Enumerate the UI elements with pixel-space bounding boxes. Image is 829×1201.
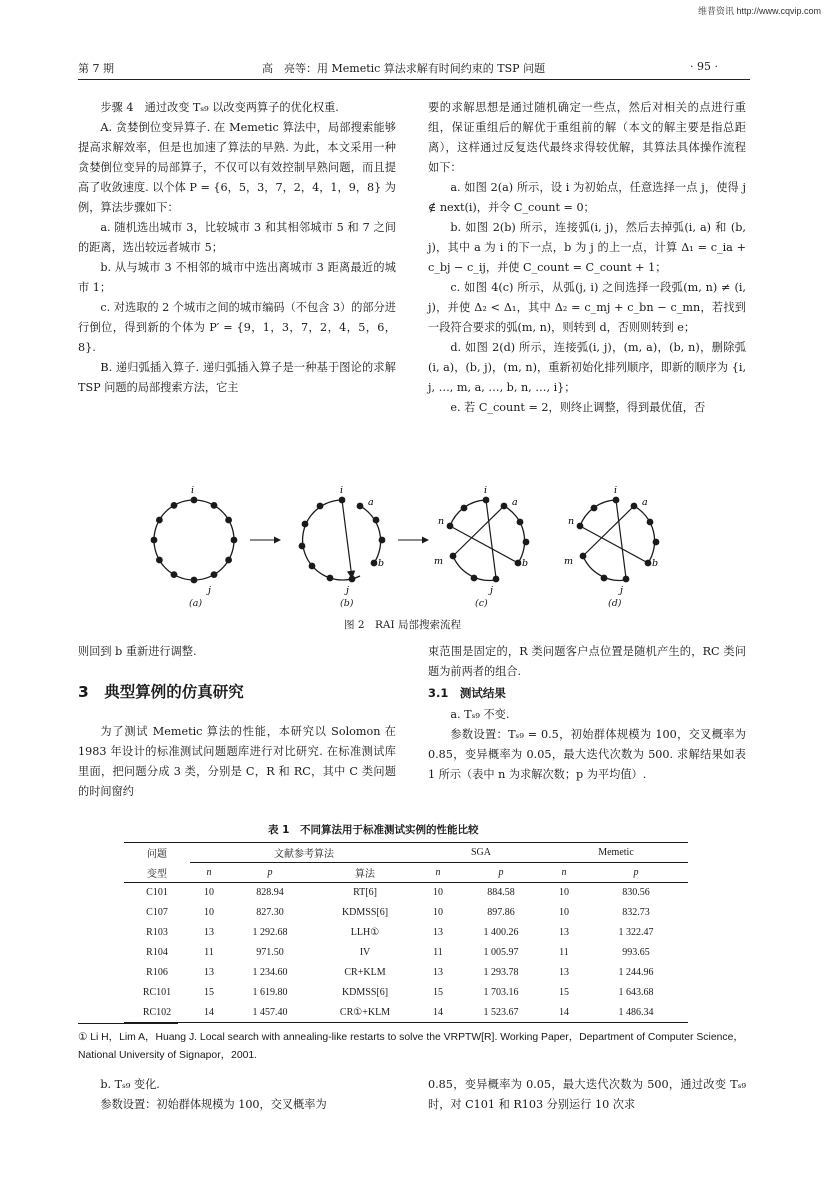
- step-a-paragraph: a. 随机选出城市 3，比较城市 3 和其相邻城市 5 和 7 之间的距离，选出较远者城市 5；: [78, 221, 396, 254]
- table-cell: 1 486.34: [618, 1006, 654, 1018]
- table-cell: C107: [146, 907, 168, 918]
- label-j: j: [490, 585, 493, 596]
- label-i: i: [340, 485, 344, 496]
- table-cell: CR+KLM: [344, 967, 386, 978]
- label-j: j: [208, 585, 211, 596]
- table-cell: KDMSS[6]: [341, 907, 389, 918]
- solomon-paragraph: 为了测试 Memetic 算法的性能，本研究以 Solomon 在 1983 年设计的标准测试问题题库进行对比研究. 在标准测试库里面，把问题分成 3 类，分别是 C，R 和 RC，其中 C 类问题的时间窗约: [78, 725, 396, 798]
- params-paragraph-2: 参数设置：初始群体规模为 100，交叉概率为: [100, 1098, 327, 1111]
- table-cell: 993.65: [622, 947, 650, 958]
- rai-step-c: c. 如图 4(c) 所示，从弧(j, i) 之间选择一段弧(m, n) ≠ (i, j)，并使 Δ₂ < Δ₁，其中 Δ₂ = c_mj + c_bn − c_mn，若找到一段符合要求的弧(m, n)，则转到 d，否则则转到 e；: [428, 281, 746, 334]
- header-rule: [78, 79, 750, 80]
- tsg-varies-label: b. Tₛ₉ 变化.: [100, 1078, 160, 1091]
- table-row: [124, 983, 688, 1003]
- table-cell: IV: [359, 947, 371, 958]
- label-i: i: [484, 485, 488, 496]
- table-cell: 884.58: [487, 887, 515, 899]
- step-c-paragraph: c. 对选取的 2 个城市之间的城市编码（不包含 3）的部分进行倒位，得到新的个体为 P′ = {9，1，3，7，2，4，5，6，8}.: [78, 301, 396, 354]
- table-cell: CR①+KLM: [339, 1006, 391, 1018]
- table-cell: 15: [559, 987, 569, 998]
- table-row: [124, 903, 688, 923]
- table-cell: 15: [433, 987, 443, 998]
- table-cell: 1 400.26: [483, 927, 519, 938]
- header-p: p: [633, 867, 639, 878]
- table-cell: 1 005.97: [483, 947, 519, 958]
- table-cell: 14: [559, 1006, 569, 1018]
- table-cell: 1 703.16: [483, 987, 519, 998]
- table-cell: 11: [204, 947, 214, 958]
- table-cell: 971.50: [256, 947, 284, 958]
- table-cell: RT[6]: [353, 887, 377, 899]
- sub-caption-b: (b): [340, 598, 354, 609]
- table-cell: 1 292.68: [252, 927, 288, 938]
- problem-classes-paragraph: 束范围是固定的，R 类问题客户点位置是随机产生的，RC 类问题为前两者的组合.: [428, 645, 746, 678]
- table-row: [124, 1003, 688, 1023]
- table-cell: 832.73: [622, 907, 650, 918]
- panel-b-tour: [299, 485, 386, 596]
- label-b: b: [522, 558, 529, 569]
- label-a: a: [368, 497, 374, 508]
- rai-step-e: e. 若 C_count = 2，则终止调整，得到最优值，否: [450, 401, 706, 414]
- table-cell: 10: [204, 887, 214, 899]
- table-cell: R106: [146, 967, 168, 978]
- table-cell: 1 619.80: [252, 987, 288, 998]
- label-a: a: [642, 497, 648, 508]
- rai-figure: [150, 478, 710, 618]
- comparison-table: [124, 842, 688, 1023]
- step4-paragraph: 步骤 4 通过改变 Tₛ₉ 以改变两算子的优化权重.: [100, 101, 339, 114]
- table-cell: C101: [146, 887, 168, 899]
- tsg-fixed-label: a. Tₛ₉ 不变.: [450, 708, 510, 721]
- table-title: 表 1 不同算法用于标准测试实例的性能比较: [268, 824, 479, 836]
- rai-operator-paragraph: B. 递归弧插入算子. 递归弧插入算子是一种基于图论的求解 TSP 问题的局部搜索方法，它主: [78, 361, 396, 394]
- table-cell: 897.86: [487, 907, 515, 918]
- sub-caption-c: (c): [475, 598, 488, 609]
- table-cell: 13: [204, 967, 214, 978]
- sub-caption-a: (a): [189, 598, 203, 609]
- table-cell: 828.94: [256, 887, 284, 899]
- table-cell: 14: [204, 1006, 214, 1018]
- table-cell: 15: [204, 987, 214, 998]
- table-cell: 1 523.67: [483, 1006, 519, 1018]
- table-row: [124, 923, 688, 943]
- table-row: [124, 943, 688, 963]
- rai-step-d: d. 如图 2(d) 所示，连接弧(i, j)，(m, a)，(b, n)，删除弧(i, a)，(b, j)，(m, n)，重新初始化排列顺序，即新的顺序为 {i, j, …, m, a, …, b, n, …, i}；: [428, 341, 746, 394]
- sub-caption-d: (d): [608, 598, 622, 609]
- step-b-paragraph: b. 从与城市 3 不相邻的城市中选出离城市 3 距离最近的城市 1；: [78, 261, 396, 294]
- panel-a-tour: [151, 485, 238, 596]
- table-cell: RC102: [142, 1006, 172, 1018]
- table-cell: 10: [204, 907, 214, 918]
- params-continuation: 0.85，变异概率为 0.05，最大迭代次数为 500，通过改变 Tₛ₉ 时，对 C101 和 R103 分别运行 10 次求: [428, 1078, 746, 1111]
- figure-caption: 图 2 RAI 局部搜索流程: [344, 619, 461, 631]
- label-n: n: [568, 516, 575, 527]
- panel-d-tour: [564, 485, 659, 596]
- header-n: n: [435, 867, 441, 878]
- table-cell: 13: [433, 967, 443, 978]
- issue-number: 第 7 期: [78, 62, 114, 75]
- table-cell: R103: [146, 927, 168, 938]
- page-number: · 95 ·: [690, 60, 718, 73]
- left-column-section: [78, 722, 396, 802]
- left-column: [78, 98, 396, 398]
- table-cell: 10: [433, 887, 443, 899]
- header-p: p: [498, 867, 504, 878]
- right-column-bottom: [428, 1075, 746, 1115]
- label-a: a: [512, 497, 518, 508]
- rai-step-b: b. 如图 2(b) 所示，连接弧(i, j)，然后去掉弧(i, a) 和 (b, j)，其中 a 为 i 的下一点，b 为 j 的上一点，计算 Δ₁ = c_ia + c_bj − c_ij，并使 C_count = C_count + 1；: [428, 221, 746, 274]
- table-cell: KDMSS[6]: [341, 987, 389, 998]
- right-column: [428, 98, 746, 418]
- right-column-lower: [428, 642, 746, 682]
- table-cell: R104: [146, 947, 168, 958]
- left-column-lower: [78, 642, 396, 662]
- table-cell: LLH①: [350, 927, 380, 938]
- table-cell: 1 322.47: [618, 927, 654, 938]
- table-cell: 10: [559, 887, 569, 899]
- running-title: 高 亮等：用 Memetic 算法求解有时间约束的 TSP 问题: [262, 62, 546, 75]
- table-cell: 13: [559, 967, 569, 978]
- footnote: ① Li H，Lim A，Huang J. Local search with annealing-like restarts to solve the VRPTW[R]. Working Paper，Department of Computer Science，National University of Signapor，2001.: [78, 1032, 744, 1061]
- header-reference: 文献参考算法: [190, 843, 418, 863]
- table-cell: 1 457.40: [252, 1006, 288, 1018]
- rai-step-a: a. 如图 2(a) 所示，设 i 为初始点，任意选择一点 j，使得 j ∉ next(i)，并令 C_count = 0；: [428, 181, 746, 214]
- label-n: n: [438, 516, 445, 527]
- left-column-bottom: [78, 1075, 396, 1115]
- table-cell: 13: [433, 927, 443, 938]
- table-cell: 13: [204, 927, 214, 938]
- header-variant: 变型: [147, 868, 167, 880]
- header-p: p: [267, 867, 273, 878]
- footnote-rule: [78, 1023, 178, 1024]
- table-cell: 1 643.68: [618, 987, 654, 998]
- header-algorithm: 算法: [355, 869, 375, 880]
- panel-c-tour: [434, 485, 529, 596]
- label-b: b: [378, 558, 385, 569]
- label-i: i: [191, 485, 195, 496]
- table-cell: 11: [433, 947, 443, 958]
- table-cell: 830.56: [622, 887, 650, 899]
- table-cell: RC101: [142, 987, 172, 998]
- label-m: m: [434, 556, 444, 567]
- table-cell: 11: [559, 947, 569, 958]
- label-m: m: [564, 556, 574, 567]
- watermark: 维普资讯 http://www.cqvip.com: [697, 6, 821, 16]
- rai-description-paragraph: 要的求解思想是通过随机确定一些点，然后对相关的点进行重组，保证重组后的解优于重组前的解（本文的解主要是指总距离），这样通过反复迭代最终求得较优解，其算法具体操作流程如下：: [428, 101, 746, 174]
- table-cell: 1 244.96: [618, 967, 654, 978]
- header-sga: SGA: [418, 843, 544, 863]
- right-column-section: [428, 705, 746, 785]
- header-problem: 问题: [147, 849, 167, 861]
- table-row: [124, 963, 688, 983]
- table-cell: 1 234.60: [252, 967, 288, 978]
- header-n: n: [206, 867, 212, 878]
- greedy-operator-paragraph: A. 贪婪倒位变异算子. 在 Memetic 算法中，局部搜索能够提高求解效率，但是也加速了算法的早熟. 为此，本文采用一种贪婪倒位变异的局部算子，不仅可以有效控制早熟问题，而且提高了收敛速度. 以个体 P = {6，5，3，7，2，4，1，9，8} 为例，算法步骤如下：: [78, 121, 396, 214]
- section-heading: 3 典型算例的仿真研究: [78, 683, 244, 701]
- label-j: j: [346, 585, 349, 596]
- table-row: [124, 883, 688, 903]
- table-cell: 10: [559, 907, 569, 918]
- label-b: b: [652, 558, 659, 569]
- table-cell: 827.30: [256, 907, 284, 918]
- table-cell: 10: [433, 907, 443, 918]
- table-cell: 14: [433, 1006, 443, 1018]
- table-cell: 13: [559, 927, 569, 938]
- subsection-heading: 3.1 测试结果: [428, 686, 506, 700]
- table-cell: 1 293.78: [483, 967, 519, 978]
- label-j: j: [620, 585, 623, 596]
- params-paragraph: 参数设置：Tₛ₉ = 0.5，初始群体规模为 100，交叉概率为 0.85，变异概率为 0.05，最大迭代次数为 500. 求解结果如表 1 所示（表中 n 为求解次数；p 为平均值）.: [428, 728, 746, 781]
- header-n: n: [561, 867, 567, 878]
- header-memetic: Memetic: [544, 843, 688, 863]
- return-to-b-paragraph: 则回到 b 重新进行调整.: [78, 645, 197, 658]
- label-i: i: [614, 485, 618, 496]
